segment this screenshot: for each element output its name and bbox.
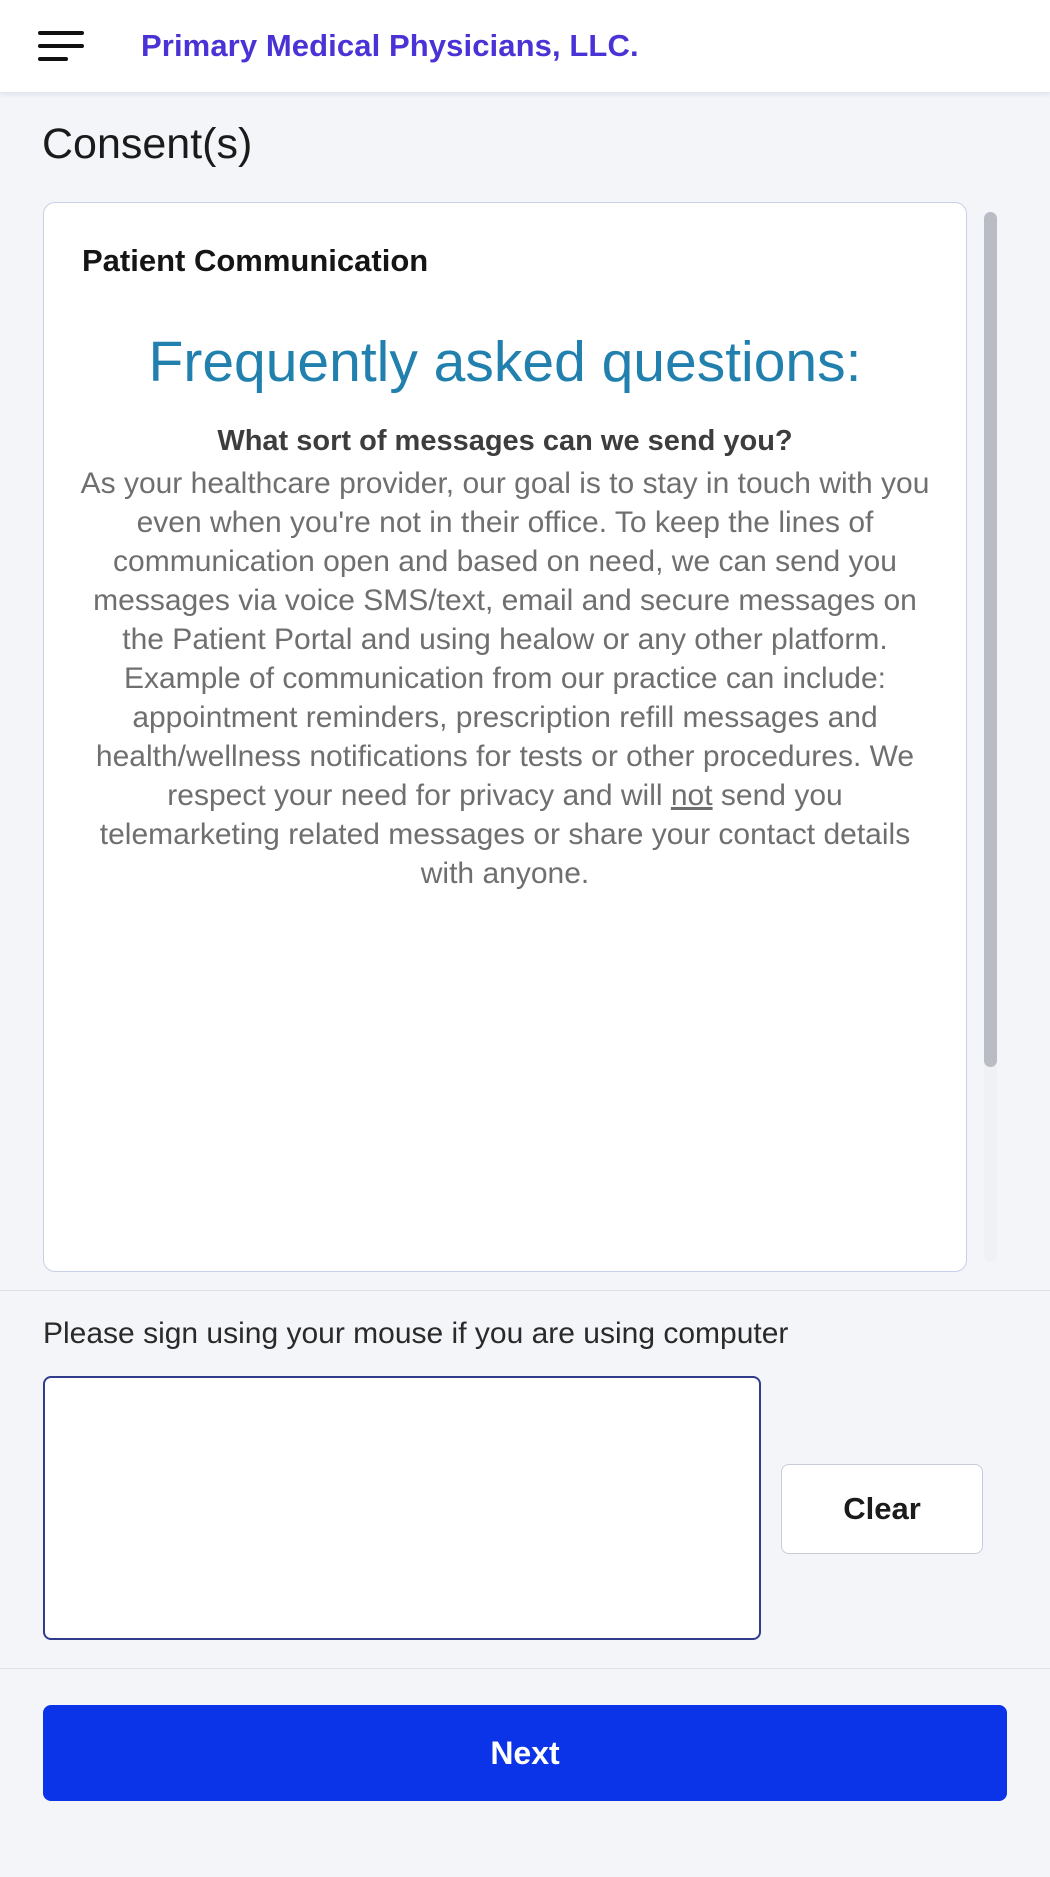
consent-content <box>72 203 938 893</box>
hamburger-menu-icon[interactable] <box>38 29 84 63</box>
hamburger-bar-2 <box>38 44 84 48</box>
clear-signature-button[interactable]: Clear <box>781 1464 983 1554</box>
next-button[interactable]: Next <box>43 1705 1007 1801</box>
consent-section-heading: Patient Communication <box>82 243 429 278</box>
footer-bar <box>0 1668 1050 1801</box>
faq-answer-part2: send you telemarketing related messages or share your contact details with anyone. <box>99 778 911 890</box>
consent-card[interactable] <box>43 202 967 1272</box>
app-header <box>0 0 1050 93</box>
faq-answer-emphasis: not <box>670 778 713 812</box>
faq-answer <box>78 464 932 893</box>
consent-scrollbar-track[interactable] <box>984 212 997 1262</box>
signature-instruction: Please sign using your mouse if you are using computer <box>43 1317 789 1350</box>
consent-scrollbar-thumb[interactable] <box>984 212 997 1067</box>
signature-panel <box>0 1290 1050 1640</box>
signature-row <box>43 1376 1007 1640</box>
faq-answer-part1: As your healthcare provider, our goal is to stay in touch with you even when you're not in their office. To keep the lines of communication open and based on need, we can send you messages via voice SMS/text, email and secure messages on the Patient Portal and using healow or any other platform. Example of communication from our practice can include: appointment reminders, prescription refill messages and health/wellness notifications for tests or other procedures. We respect your need for privacy and will <box>80 466 930 812</box>
faq-title: Frequently asked questions: <box>148 330 862 394</box>
brand-title: Primary Medical Physicians, LLC. <box>141 28 639 63</box>
faq-question: What sort of messages can we send you? <box>217 424 793 457</box>
hamburger-bar-1 <box>38 31 84 35</box>
signature-pad[interactable] <box>43 1376 761 1640</box>
hamburger-bar-3 <box>38 57 68 61</box>
page-title: Consent(s) <box>42 120 253 168</box>
consent-area <box>43 202 1007 1272</box>
